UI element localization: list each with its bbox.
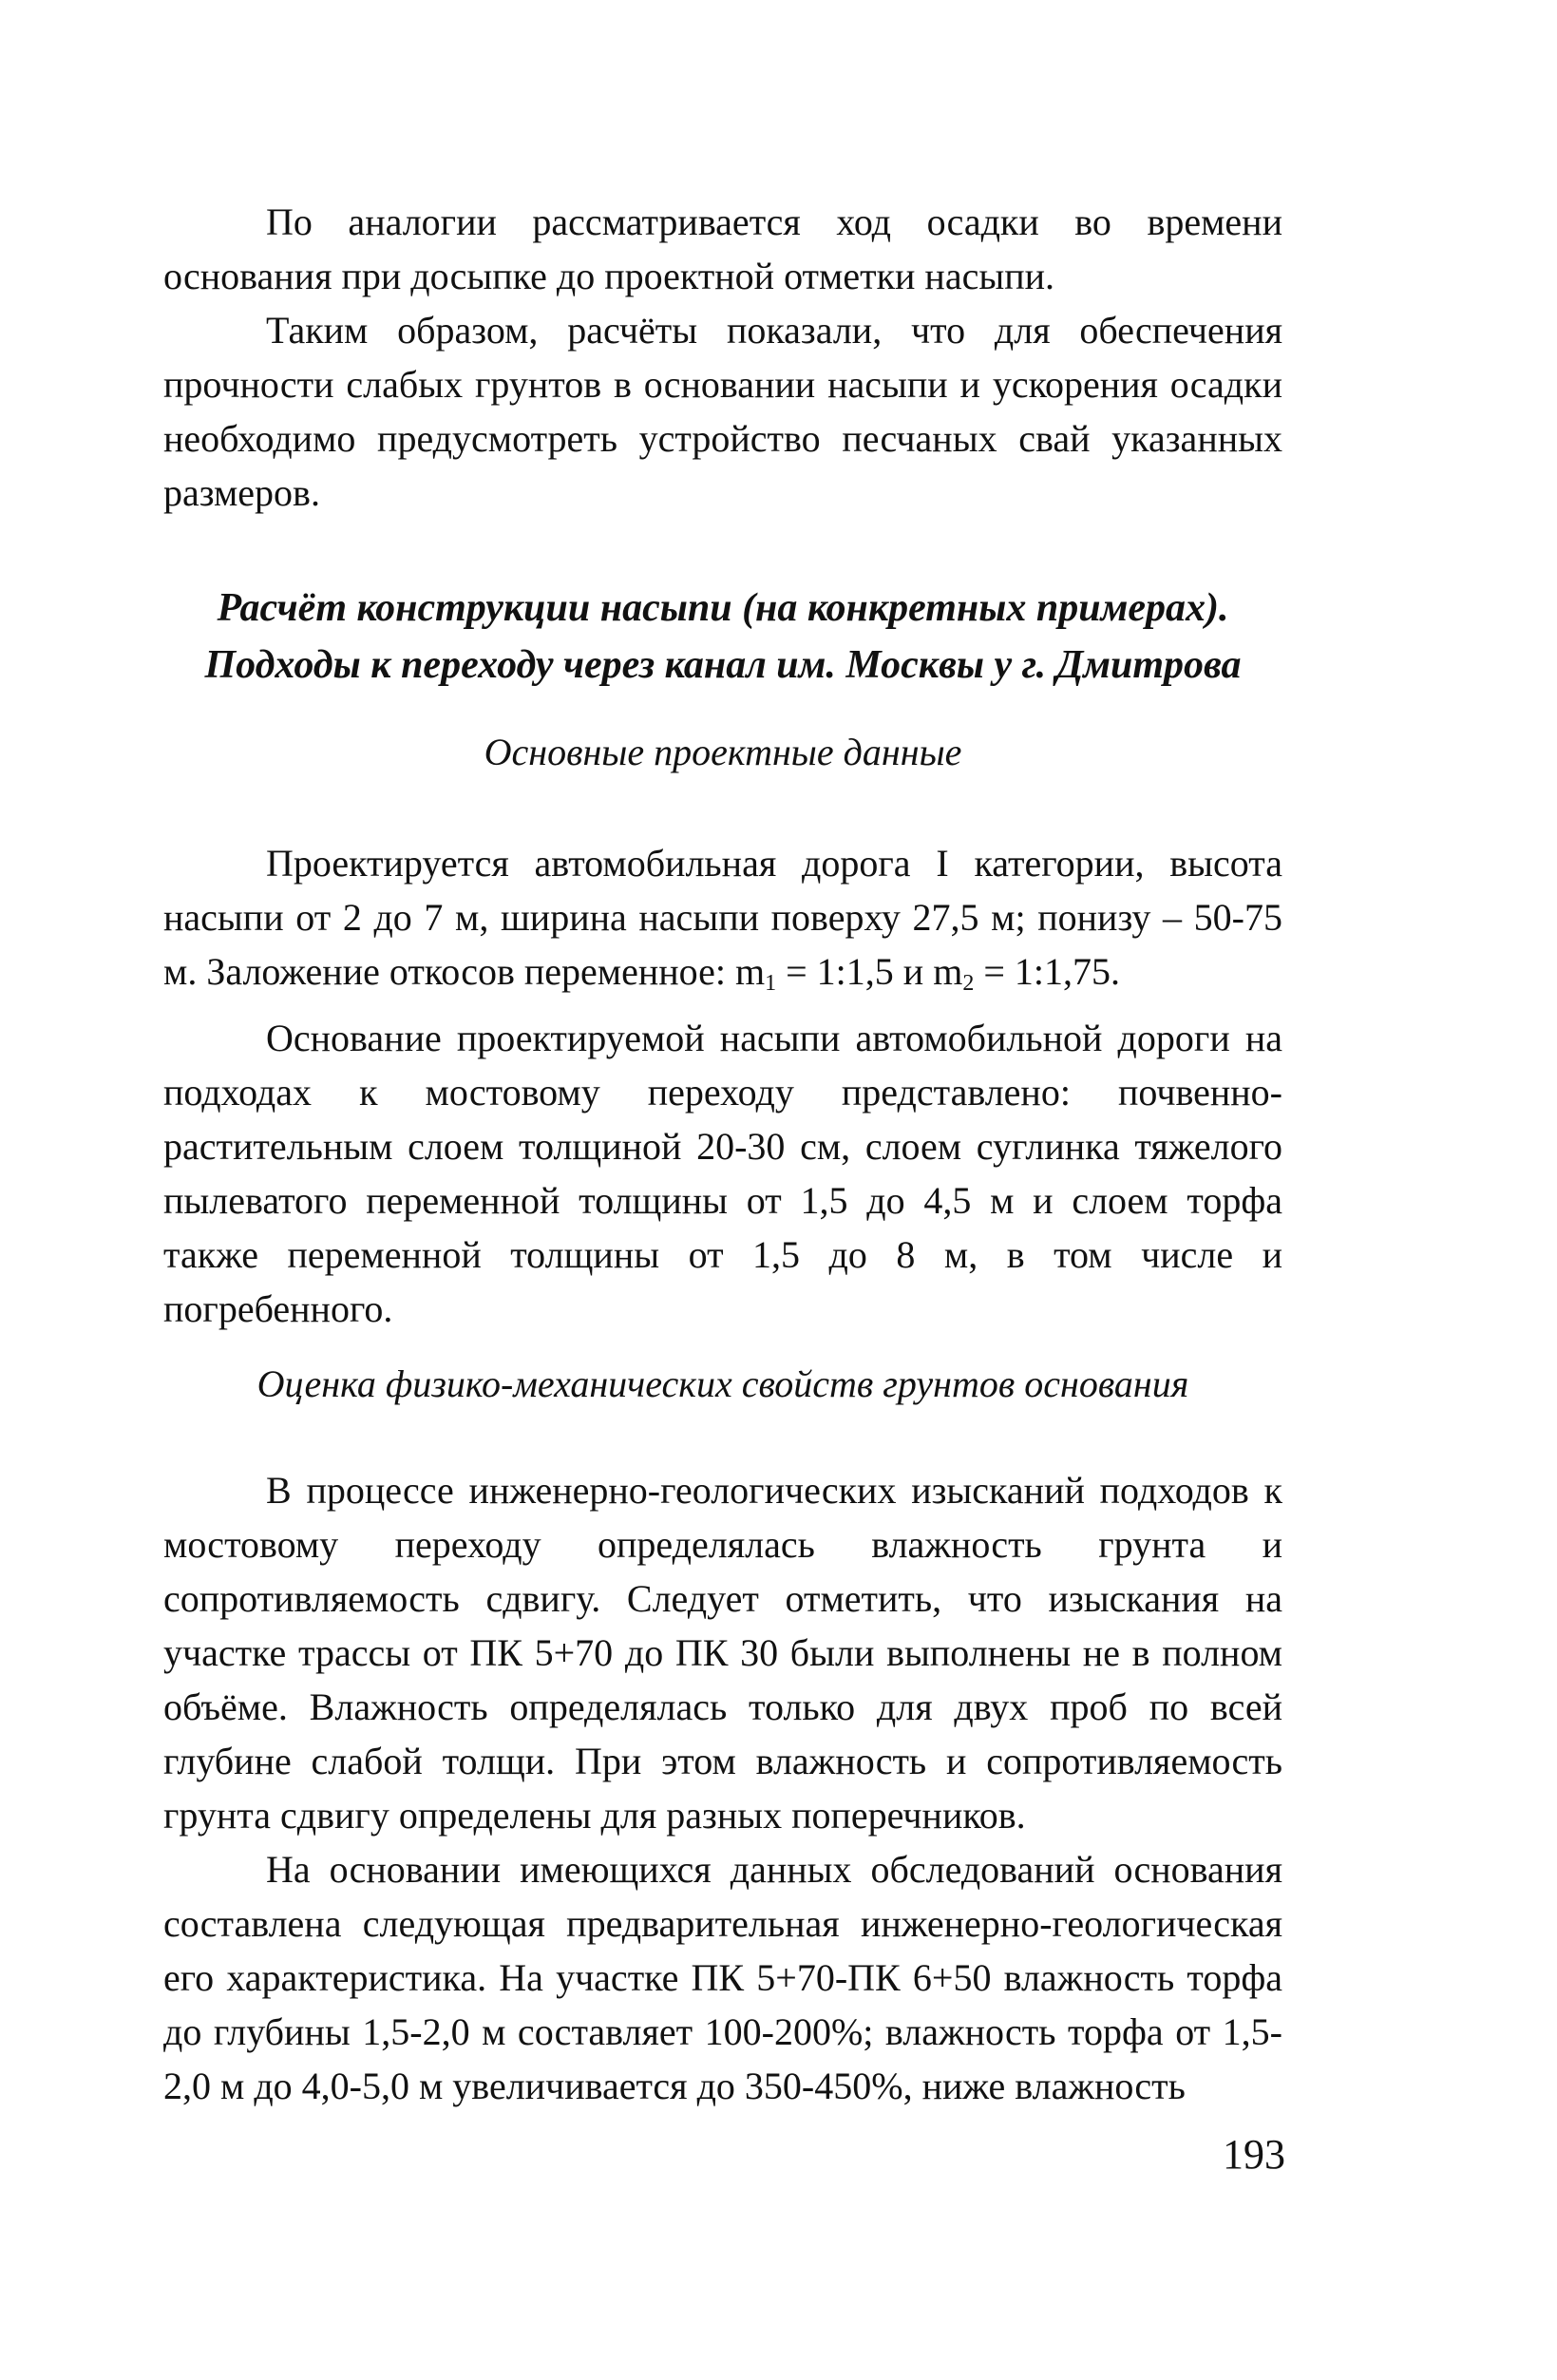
soil-properties-text <box>163 1463 1282 2113</box>
paragraph-survey-process: В процессе инженерно-геологических изысканий подходов к мостовому переходу определялась влажность грунта и сопротивляемость сдвигу. Следует отметить, что изыскания на участке трассы от ПК 5+70 до ПК 30 были выполнены не в полном объёме. Влажность определялась только для двух проб по всей глубине слабой толщи. При этом влажность и сопротивляемость грунта сдвигу определены для разных поперечников. <box>163 1469 1282 1837</box>
slope-index-2: 2 <box>962 971 975 996</box>
slope-ratio-text-2: = 1:1,75. <box>974 950 1120 993</box>
subheading-soil-properties: Оценка физико-механических свойств грунтов основания <box>256 1362 1189 1405</box>
page-number: 193 <box>1223 2131 1285 2178</box>
main-heading-line-1: Расчёт конструкции насыпи (на конкретных примерах). <box>217 586 1229 630</box>
project-data-text <box>163 836 1282 1336</box>
paragraph-calculation-conclusion: Таким образом, расчёты показали, что для обеспечения прочности слабых грунтов в основании насыпи и ускорения осадки необходимо предусмотреть устройство песчаных свай указанных размеров. <box>163 309 1282 514</box>
paragraph-preliminary-characteristics: На основании имеющихся данных обследований основания составлена следующая предварительная инженерно-геологическая его характеристика. На участке ПК 5+70-ПК 6+50 влажность торфа до глубины 1,5-2,0 м составляет 100-200%; влажность торфа от 1,5-2,0 м до 4,0-5,0 м увеличивается до 350-450%, ниже влажность <box>163 1848 1282 2107</box>
road-parameters-text: Проектируется автомобильная дорога I категории, высота насыпи от 2 до 7 м, ширина насыпи поверху 27,5 м; понизу – 50-75 м. Заложение откосов переменное: m <box>163 842 1282 993</box>
main-heading-line-2: Подходы к переходу через канал им. Москвы у г. Дмитрова <box>204 643 1242 687</box>
slope-index-1: 1 <box>765 971 777 996</box>
intro-text <box>163 195 1282 520</box>
slope-ratio-text-1: = 1:1,5 и m <box>776 950 963 993</box>
paragraph-foundation-description: Основание проектируемой насыпи автомобильной дороги на подходах к мостовому переходу представлено: почвенно-растительным слоем толщиной 20-30 см, слоем суглинка тяжелого пылеватого переменной толщины от 1,5 до 4,5 м и слоем торфа также переменной толщины от 1,5 до 8 м, в том числе и погребенного. <box>163 1017 1282 1330</box>
paragraph-settlement-analogy: По аналогии рассматривается ход осадки во времени основания при досыпке до проектной отметки насыпи. <box>163 200 1282 297</box>
paragraph-road-parameters <box>163 836 1282 1011</box>
subheading-project-data: Основные проектные данные <box>484 731 962 773</box>
main-heading <box>163 580 1282 694</box>
